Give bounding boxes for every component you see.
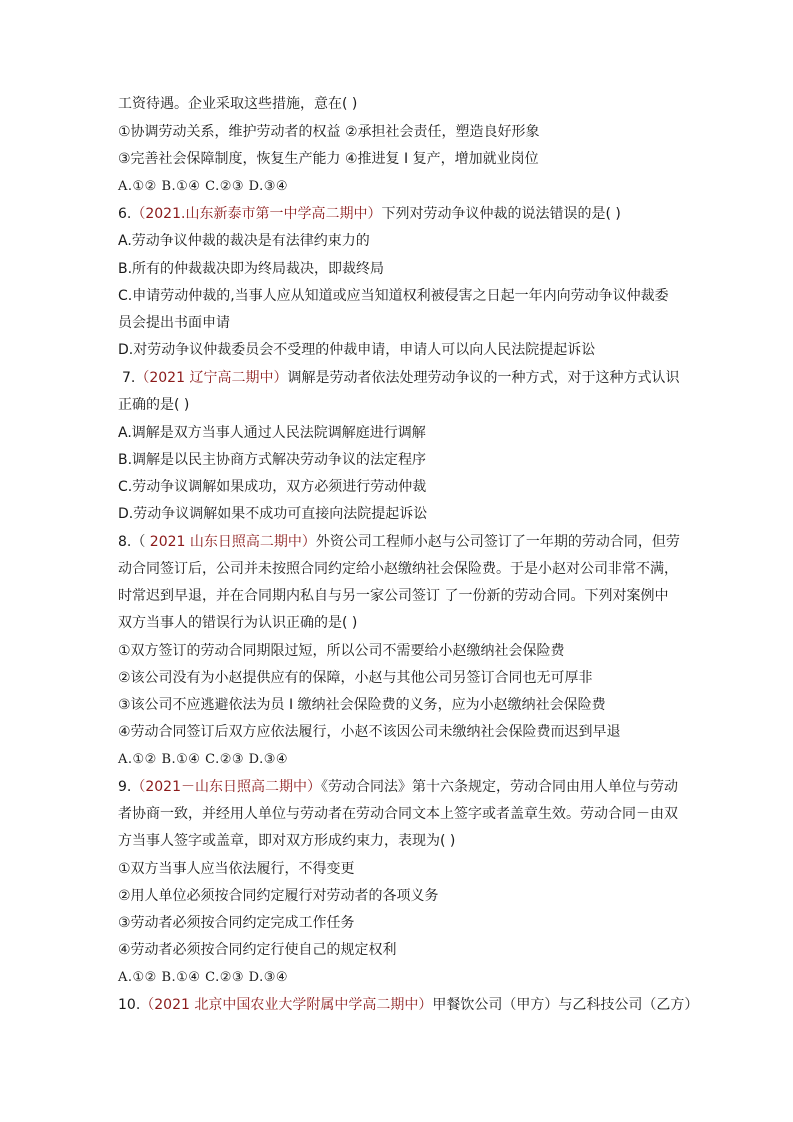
option-d: D.对劳动争议仲裁委员会不受理的仲裁申请，申请人可以向人民法院提起诉讼	[118, 342, 596, 358]
question-stem-continued: 双方当事人的错误行为认识正确的是( )	[118, 615, 358, 631]
option-line: ②该公司没有为小赵提供应有的保障，小赵与其他公司另签订合同也无可厚非	[118, 670, 593, 686]
question-number: 9.	[118, 779, 132, 795]
question-stem-continued: 者协商一致，并经用人单位与劳动者在劳动合同文本上签字或者盖章生效。劳动合同－由双	[118, 806, 678, 822]
option-d: D.劳动争议调解如果不成功可直接向法院提起诉讼	[118, 506, 428, 522]
option-c: C.申请劳动仲裁的,当事人应从知道或应当知道权利被侵害之日起一年内向劳动争议仲裁委	[118, 288, 669, 304]
option-line: ③劳动者必须按合同约定完成工作任务	[118, 915, 355, 931]
text-line: 工资待遇。企业采取这些措施，意在( )	[118, 96, 358, 112]
option-line: ①协调劳动关系，维护劳动者的权益 ②承担社会责任，塑造良好形象	[118, 124, 540, 140]
question-stem: 下列对劳动争议仲裁的说法错误的是( )	[381, 206, 621, 222]
question-10-header	[118, 996, 698, 1014]
answer-choices: A.①② B.①④ C.②③ D.③④	[118, 970, 289, 985]
question-stem-continued: 时常迟到早退，并在合同期内私自与另一家公司签订 了一份新的劳动合同。下列对案例中	[118, 588, 669, 604]
question-stem-continued: 正确的是( )	[118, 397, 190, 413]
question-7-header	[122, 369, 679, 387]
option-a: A.调解是双方当事人通过人民法院调解庭进行调解	[118, 425, 426, 441]
question-source: （2021.山东新泰市第一中学高二期中）	[131, 206, 382, 222]
question-stem-continued: 动合同签订后，公司并未按照合同约定给小赵缴纳社会保险费。于是小赵对公司非常不满，	[118, 561, 678, 577]
option-line: ④劳动合同签订后双方应依法履行，小赵不该因公司未缴纳社会保险费而迟到早退	[118, 724, 621, 740]
question-source: （2021 辽宁高二期中）	[135, 370, 288, 386]
answer-choices: A.①② B.①④ C.②③ D.③④	[118, 752, 289, 767]
option-line: ①双方当事人应当依法履行，不得变更	[118, 861, 355, 877]
option-c: C.劳动争议调解如果成功，双方必须进行劳动仲裁	[118, 479, 427, 495]
option-line: ③完善社会保障制度，恢复生产能力 ④推进复 I 复产，增加就业岗位	[118, 151, 539, 167]
question-number: 10.	[118, 997, 141, 1013]
question-stem: 《劳动合同法》第十六条规定，劳动合同由用人单位与劳动	[321, 779, 678, 795]
option-line: ④劳动者必须按合同约定行使自己的规定权利	[118, 942, 397, 958]
question-stem: 甲餐饮公司（甲方）与乙科技公司（乙方）	[432, 997, 699, 1013]
option-line: ②用人单位必须按合同约定履行对劳动者的各项义务	[118, 888, 439, 904]
option-line: ③该公司不应逃避依法为员 I 缴纳社会保险费的义务，应为小赵缴纳社会保险费	[118, 697, 606, 713]
question-8-header	[118, 533, 680, 551]
option-a: A.劳动争议仲裁的裁决是有法律约束力的	[118, 233, 370, 249]
option-line: ①双方签订的劳动合同期限过短，所以公司不需要给小赵缴纳社会保险费	[118, 643, 565, 659]
option-b: B.所有的仲裁裁决即为终局裁决，即裁终局	[118, 261, 385, 277]
answer-choices: A.①② B.①④ C.②③ D.③④	[118, 179, 289, 194]
question-9-header	[118, 778, 678, 796]
question-stem-continued: 方当事人签字或盖章，即对双方形成约束力，表现为( )	[118, 833, 456, 849]
question-source: 2021 山东日照高二期中）	[145, 534, 316, 550]
question-source: （2021－山东日照高二期中）	[131, 779, 321, 795]
question-6-header	[118, 205, 621, 223]
option-b: B.调解是以民主协商方式解决劳动争议的法定程序	[118, 452, 427, 468]
question-number: 8.（	[118, 534, 146, 550]
question-stem: 外资公司工程师小赵与公司签订了一年期的劳动合同，但劳	[315, 534, 680, 550]
question-number: 7.	[122, 370, 136, 386]
question-stem: 调解是劳动者依法处理劳动争议的一种方式，对于这种方式认识	[287, 370, 680, 386]
question-source: （2021 北京中国农业大学附属中学高二期中）	[140, 997, 433, 1013]
option-c-continued: 员会提出书面申请	[118, 315, 230, 331]
question-number: 6.	[118, 206, 132, 222]
